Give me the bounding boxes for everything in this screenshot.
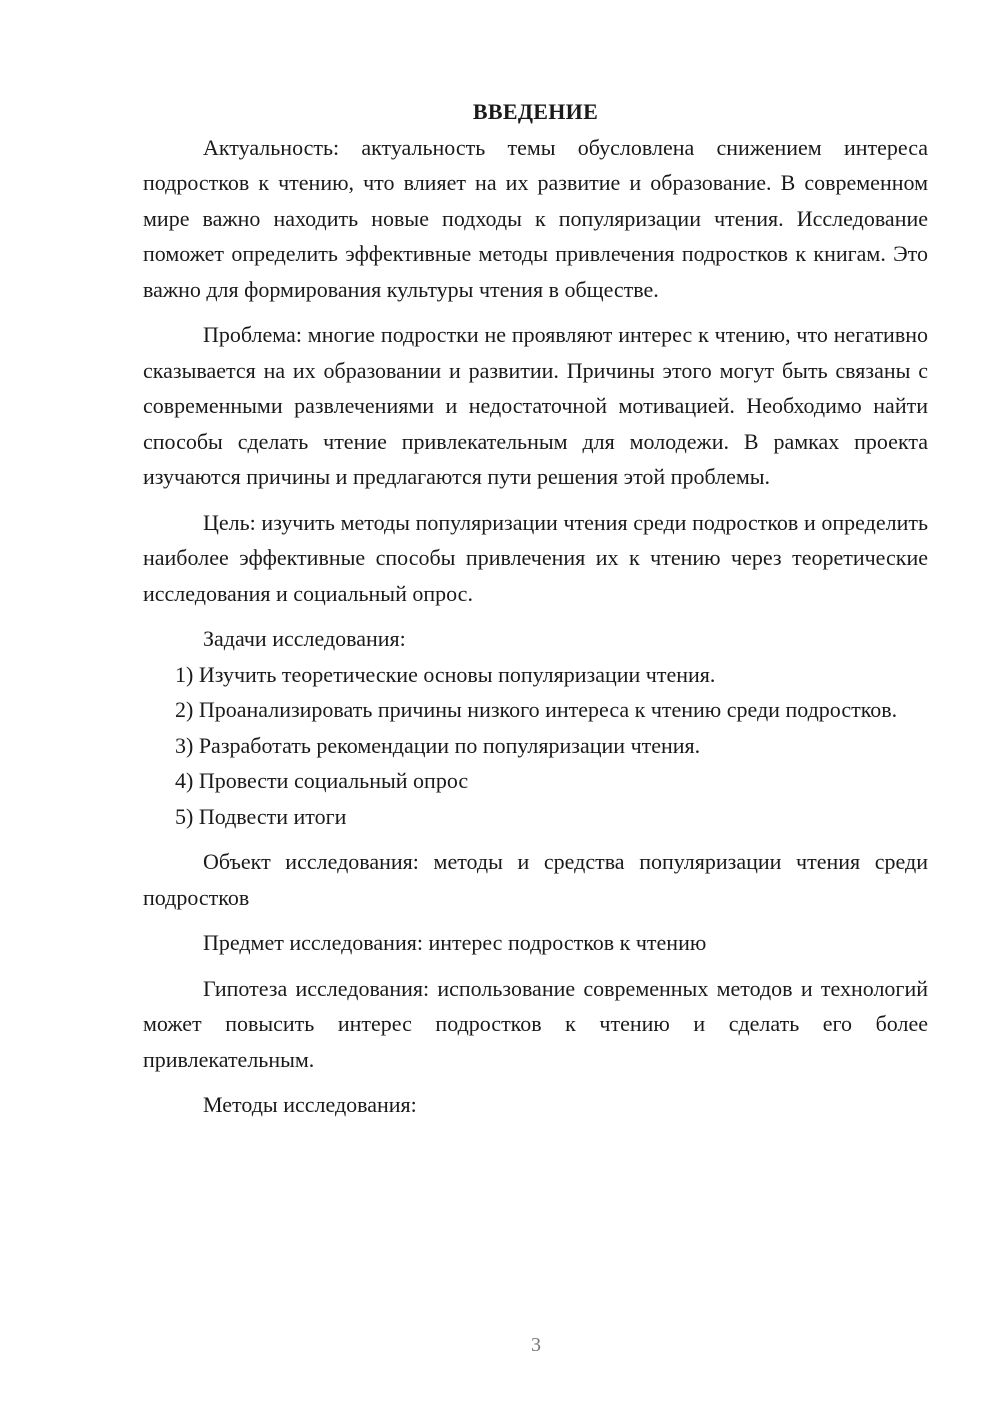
paragraph-problem: Проблема: многие подростки не проявляют интерес к чтению, что негативно сказывается на их образовании и развитии. Причины этого могут быть связаны с современными развлечениями и недостаточной мотивацией. Необходимо найти способы сделать чтение привлекательным для молодежи. В рамках проекта изучаются причины и предлагаются пути решения этой проблемы. bbox=[143, 322, 928, 489]
task-item-1: 1) Изучить теоретические основы популяризации чтения. bbox=[175, 661, 716, 687]
paragraph-subject: Предмет исследования: интерес подростков к чтению bbox=[203, 930, 707, 955]
tasks-heading: Задачи исследования: bbox=[203, 626, 406, 651]
paragraph-hypothesis: Гипотеза исследования: использование современных методов и технологий может повысить интерес подростков к чтению и сделать его более привлекательным. bbox=[143, 975, 928, 1072]
task-item-5: 5) Подвести итоги bbox=[175, 803, 347, 829]
paragraph-goal: Цель: изучить методы популяризации чтения среди подростков и определить наиболее эффективные способы привлечения их к чтению через теоретические исследования и социальный опрос. bbox=[143, 509, 928, 606]
methods-heading: Методы исследования: bbox=[203, 1092, 417, 1117]
page-number: 3 bbox=[531, 1334, 541, 1356]
paragraph-relevance: Актуальность: актуальность темы обусловлена снижением интереса подростков к чтению, что влияет на их развитие и образование. В современном мире важно находить новые подходы к популяризации чтения. Исследование поможет определить эффективные методы привлечения подростков к книгам. Это важно для формирования культуры чтения в обществе. bbox=[143, 134, 928, 302]
task-item-2: 2) Проанализировать причины низкого интереса к чтению среди подростков. bbox=[175, 697, 898, 722]
paragraph-object: Объект исследования: методы и средства популяризации чтения среди подростков bbox=[143, 849, 928, 910]
page-content bbox=[143, 94, 928, 1123]
task-item-4: 4) Провести социальный опрос bbox=[175, 768, 469, 793]
section-title: ВВЕДЕНИЕ bbox=[472, 99, 599, 124]
task-item-3: 3) Разработать рекомендации по популяризации чтения. bbox=[175, 732, 701, 758]
